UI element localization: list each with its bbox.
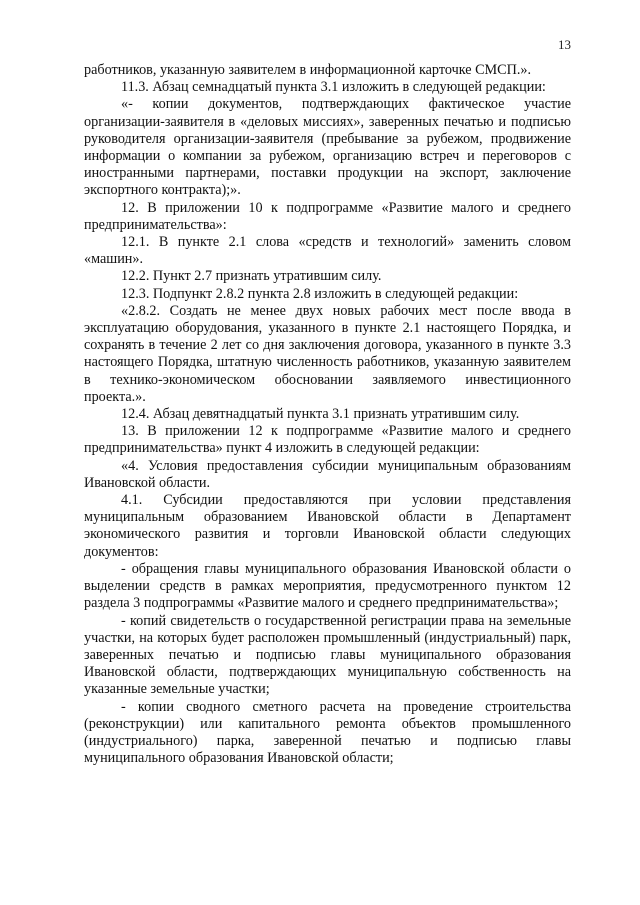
paragraph: 12.3. Подпункт 2.8.2 пункта 2.8 изложить в следующей редакции: (121, 285, 519, 302)
paragraph: - копии сводного сметного расчета на проведение строительства (реконструкции) или капитального ремонта объектов промышленного (индустриального) парка, заверенной печатью и подписью главы муниципального образования Ивановской области; (84, 698, 571, 767)
paragraph: 4.1. Субсидии предоставляются при условии представления муниципальным образованием Ивановской области в Департамент экономического развития и торговли Ивановской области следующих документов: (84, 492, 571, 560)
page-number: 13 (558, 37, 571, 52)
paragraph: 11.3. Абзац семнадцатый пункта 3.1 изложить в следующей редакции: (121, 79, 546, 96)
paragraph: 12. В приложении 10 к подпрограмме «Развитие малого и среднего предпринимательства»: (84, 199, 571, 233)
paragraph: 13. В приложении 12 к подпрограмме «Развитие малого и среднего предпринимательства» пункт 4 изложить в следующей редакции: (84, 423, 571, 457)
paragraph: - копий свидетельств о государственной регистрации права на земельные участки, на которых будет расположен промышленный (индустриальный) парк, заверенных печатью и подписью главы муниципального образования Ивановской области, подтверждающих муниципальную собственность на указанные земельные участки; (84, 612, 571, 698)
paragraph: 12.1. В пункте 2.1 слова «средств и технологий» заменить словом «машин». (84, 234, 571, 268)
paragraph: 12.4. Абзац девятнадцатый пункта 3.1 признать утратившим силу. (121, 406, 520, 423)
paragraph: - обращения главы муниципального образования Ивановской области о выделении средств в рамках мероприятия, предусмотренного пунктом 12 раздела 3 подпрограммы «Развитие малого и среднего предпринимательства»; (84, 560, 571, 612)
paragraph: 12.2. Пункт 2.7 признать утратившим силу. (121, 268, 382, 285)
document-body (84, 62, 571, 767)
paragraph: «- копии документов, подтверждающих фактическое участие организации-заявителя в «деловых миссиях», заверенных печатью и подписью руководителя организации-заявителя (пребывание за рубежом, продвижение информации о компании за рубежом, организацию встреч и переговоров с иностранными партнерами, поставки продукции на экспорт, заключение экспортного контракта);». (84, 96, 571, 199)
paragraph: работников, указанную заявителем в информационной карточке СМСП.». (84, 62, 532, 78)
paragraph: «4. Условия предоставления субсидии муниципальным образованиям Ивановской области. (84, 457, 571, 491)
paragraph: «2.8.2. Создать не менее двух новых рабочих мест после ввода в эксплуатацию оборудования, указанного в пункте 2.1 настоящего Порядка, и сохранять в течение 2 лет со дня заключения договора, указанного в пункте 3.3 настоящего Порядка, штатную численность работников, указанную заявителем в технико-экономическом обосновании заявляемого инвестиционного проекта.». (84, 302, 571, 405)
